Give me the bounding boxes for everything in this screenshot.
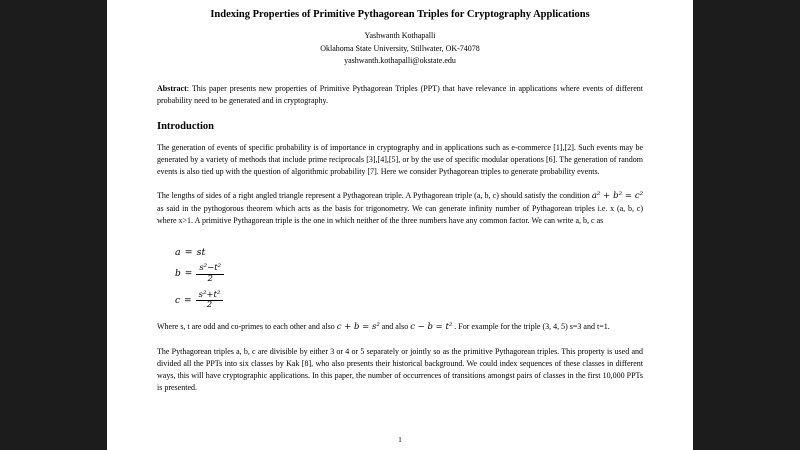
author-affiliation: Oklahoma State University, Stillwater, OK-74078 bbox=[320, 43, 480, 53]
page-number: 1 bbox=[398, 435, 402, 444]
equation-a-rhs: st bbox=[196, 247, 206, 259]
inline-equation-pythagorean: a² + b² = c² bbox=[591, 191, 643, 202]
author-email: yashwanth.kothapalli@okstate.edu bbox=[344, 55, 456, 65]
equation-spacer bbox=[157, 239, 643, 247]
paragraph-2-text-after: as said in the pythogorous theorem which acts as the basis for trigonometry. We can generate infinity number of Pythagorean triples i.e. x (a, b, c) where x>1. A primitive Pythagorean triple is the one in which neither of the three numbers have any common factor. We can write a, b, c as bbox=[157, 204, 643, 226]
abstract-paragraph bbox=[157, 83, 643, 107]
paragraph-3-text-before: Where s, t are odd and co-primes to each other and also bbox=[157, 322, 337, 332]
equation-c-fraction bbox=[196, 291, 224, 312]
equation-c-equals: = bbox=[184, 295, 192, 306]
equation-b-equals: = bbox=[184, 269, 193, 280]
abstract-text: : This paper presents new properties of Primitive Pythagorean Triples (PPT) that have relevance in applications where events of different probability need to be generated and in cryptography. bbox=[157, 84, 643, 106]
equation-b-fraction bbox=[196, 264, 224, 285]
equation-c-numerator: s²+t² bbox=[196, 291, 224, 302]
page-title: Indexing Properties of Primitive Pythagorean Triples for Cryptography Applications bbox=[210, 9, 590, 20]
equation-b-denominator: 2 bbox=[207, 273, 213, 284]
document-page bbox=[107, 0, 693, 450]
equation-b bbox=[175, 264, 643, 285]
equation-a-lhs: a bbox=[175, 247, 181, 259]
author-name: Yashwanth Kothapalli bbox=[364, 31, 436, 41]
inline-equation-c-minus-b: c − b = t² bbox=[410, 322, 453, 333]
author-block bbox=[157, 30, 643, 67]
section-heading-introduction: Introduction bbox=[157, 121, 214, 133]
equation-b-lhs: b bbox=[175, 269, 181, 280]
paragraph-s-t-conditions bbox=[157, 321, 643, 334]
equation-c-lhs: c bbox=[175, 295, 181, 306]
equation-c-denominator: 2 bbox=[206, 300, 213, 311]
abstract-label: Abstract bbox=[157, 84, 187, 94]
paragraph-3-text-middle: and also bbox=[379, 322, 411, 332]
paragraph-3-text-after: . For example for the triple (3, 4, 5) s=3 and t=1. bbox=[452, 322, 610, 332]
paragraph-pythagorean-triple-definition bbox=[157, 190, 643, 227]
paragraph-2-text-before: The lengths of sides of a right angled triangle represent a Pythagorean triple. A Pythagorean triple (a, b, c) should satisfy the condition bbox=[157, 191, 592, 201]
equation-a bbox=[175, 247, 643, 258]
paragraph-generation-of-events: The generation of events of specific probability is of importance in cryptography and in applications such as e-commerce [1],[2]. Such events may be generated by a variety of methods that include prime reciprocals [3],[4],[5], or by the use of specific modular operations [6]. The generation of random events is also tied up with the question of algorithmic probability [7]. Here we consider Pythagorean triples to generate probability events. bbox=[157, 143, 643, 177]
equation-b-numerator: s²−t² bbox=[196, 264, 224, 275]
inline-equation-c-plus-b: c + b = s² bbox=[336, 322, 380, 333]
paragraph-classes-and-indexing: The Pythagorean triples a, b, c are divisible by either 3 or 4 or 5 separately or jointly so as the primitive Pythagorean triples. This property is used and divided all the PPTs into six classes by Kak [8], who also presents their historical background. We could index sequences of these classes in different ways, this will have cryptographic applications. In this paper, the number of occurrences of transitions amongst pairs of classes in the first 10,000 PPTs is presented. bbox=[157, 346, 643, 392]
equation-a-equals: = bbox=[184, 247, 193, 259]
equation-c bbox=[175, 291, 643, 312]
